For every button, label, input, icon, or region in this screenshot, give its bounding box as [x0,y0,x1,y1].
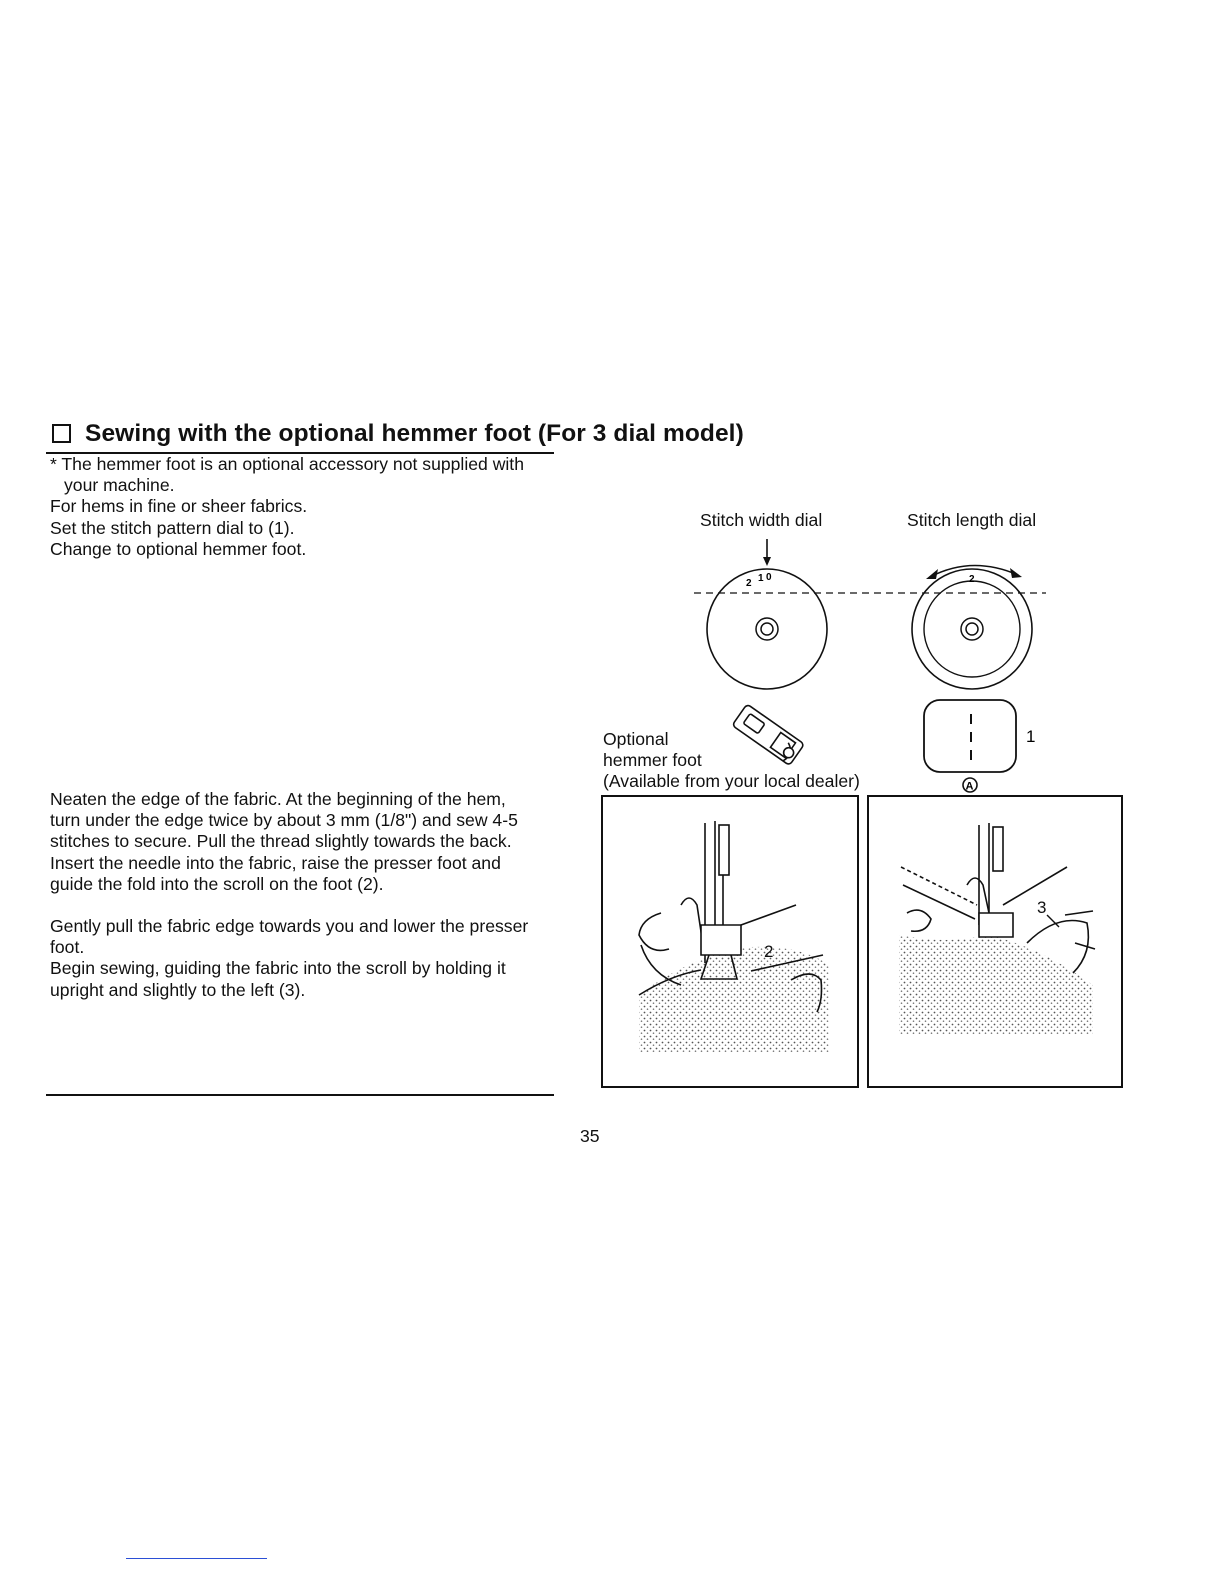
intro-text [50,454,524,560]
dealer-note: (Available from your local dealer) [603,771,860,791]
dial-mark: 0 [766,572,772,583]
stitch-width-dial [707,569,827,689]
callout-number: 2 [764,942,774,961]
pattern-letter: A [965,780,974,793]
callout-number: 3 [1037,898,1047,917]
step-line: Gently pull the fabric edge towards you and lower the presser [50,916,529,937]
hemmer-foot-label: hemmer foot [603,750,702,770]
step-line: foot. [50,937,85,958]
hemmer-foot-icon [712,700,822,780]
stitch-length-dial [912,565,1032,689]
footer-link-line [126,1558,267,1559]
arrow-head-icon [763,557,771,566]
pattern-number: 1 [1026,727,1036,746]
step-line: turn under the edge twice by about 3 mm (1/8") and sew 4-5 [50,810,518,831]
step-line: guide the fold into the scroll on the foot (2). [50,873,384,894]
stitch-length-label: Stitch length dial [907,510,1037,530]
intro-line: For hems in fine or sheer fabrics. [50,496,308,517]
stitch-width-label: Stitch width dial [700,510,823,530]
intro-line: Set the stitch pattern dial to (1). [50,517,295,538]
dial-mark: 2 [746,578,752,589]
optional-label: Optional [603,729,669,749]
checkbox-square-icon [52,424,71,443]
steps-text [50,789,528,1001]
step-line: Begin sewing, guiding the fabric into the scroll by holding it [50,958,506,979]
stitch-pattern-indicator [918,696,1048,796]
step-line: stitches to secure. Pull the thread slightly towards the back. [50,831,512,852]
dial-mark: 1 [758,573,764,584]
dial-mark: 2 [969,574,975,585]
intro-line: your machine. [64,475,175,496]
illustration-panel-guide-fabric [867,795,1123,1088]
dials-illustration [680,535,1060,705]
step-line: Neaten the edge of the fabric. At the beginning of the hem, [50,789,506,809]
bottom-divider [46,1094,554,1096]
illustration-panel-guide-fold [601,795,859,1088]
section-title: Sewing with the optional hemmer foot (For 3 dial model) [85,420,744,447]
step-line: Insert the needle into the fabric, raise the presser foot and [50,852,501,873]
section-heading [52,420,744,448]
page-number: 35 [580,1126,600,1146]
intro-line: * The hemmer foot is an optional accessory not supplied with [50,454,524,474]
intro-line: Change to optional hemmer foot. [50,538,307,559]
step-line: upright and slightly to the left (3). [50,979,306,1000]
